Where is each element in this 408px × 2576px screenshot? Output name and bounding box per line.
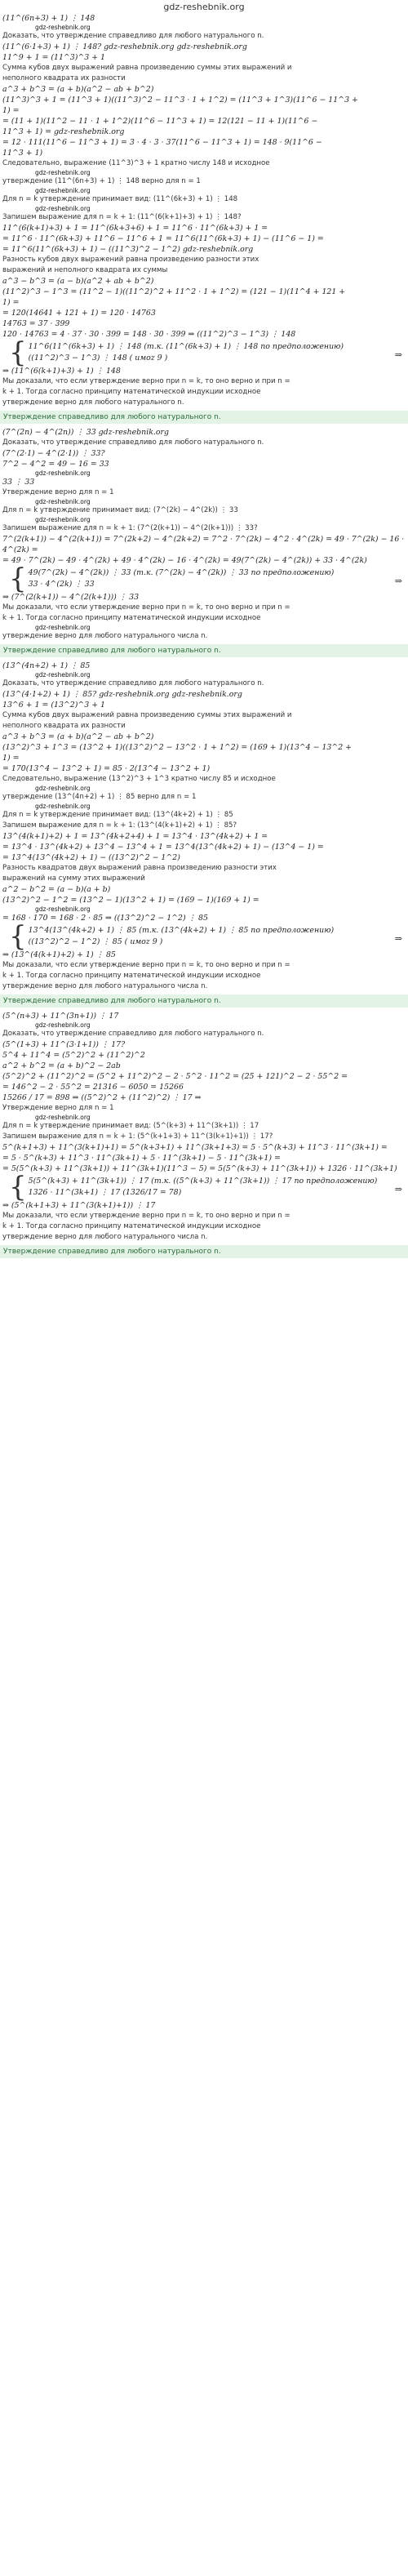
text-line: Доказать, что утверждение справедливо для любого натурального n. xyxy=(2,438,264,447)
math-line: (5^(n+3) + 11^(3n+1)) ⋮ 17 xyxy=(2,1012,119,1021)
math-line: (13^2)^3 + 1^3 = (13^2 + 1)((13^2)^2 − 13^2 · 1 + 1^2) = (169 + 1)(13^4 − 13^2 + xyxy=(2,743,353,752)
math-line: a^3 + b^3 = (a + b)(a^2 − ab + b^2) xyxy=(2,85,154,94)
site-logo[interactable]: gdz-reshebnik.org xyxy=(163,1,245,12)
conclusion-banner: Утверждение справедливо для любого натурального n. xyxy=(0,411,408,424)
system-row: 1326 · 11^(3k+1) ⋮ 17 (1326/17 = 78) xyxy=(28,1188,182,1197)
system-row: 11^6(11^(6k+3) + 1) ⋮ 148 (т.к. (11^(6k+3) + 1) ⋮ 148 по предположению) xyxy=(28,342,344,351)
system-brace: { xyxy=(9,563,27,595)
text-line: Мы доказали, что если утверждение верно при n = k, то оно верно и при n = xyxy=(2,961,290,969)
text-line: утверждение верно для любого натурального числа n. xyxy=(2,632,208,640)
math-line: = (11 + 1)(11^2 − 11 · 1 + 1^2)(11^6 − 11^3 + 1) = 12(121 − 11 + 1)(11^6 − xyxy=(2,117,318,126)
math-line: (11^3)^3 + 1 = (11^3 + 1)((11^3)^2 − 11^3 · 1 + 1^2) = (11^3 + 1^3)(11^6 − 11^3 + xyxy=(2,96,358,105)
text-line: Утверждение верно для n = 1 xyxy=(2,488,114,496)
text-line: Мы доказали, что если утверждение верно при n = k, то оно верно и при n = xyxy=(2,1212,290,1220)
text-line: неполного квадрата их разности xyxy=(2,722,126,730)
math-line: = 170(13^4 − 13^2 + 1) = 85 · 2(13^4 − 13^2 + 1) xyxy=(2,764,211,773)
text-line: Следовательно, выражение (13^2)^3 + 1^3 кратно числу 85 и исходное xyxy=(2,775,276,783)
math-line: (13^(4n+2) + 1) ⋮ 85 xyxy=(2,661,91,670)
text-line: Утверждение верно для n = 1 xyxy=(2,1104,114,1112)
watermark-text: gdz-reshebnik.org xyxy=(35,169,91,176)
watermark-text: gdz-reshebnik.org xyxy=(35,187,91,194)
math-line: a^3 − b^3 = (a − b)(a^2 + ab + b^2) xyxy=(2,277,154,286)
math-line: = 49 · 7^(2k) − 49 · 4^(2k) + 49 · 4^(2k) − 16 · 4^(2k) = 49(7^(2k) − 4^(2k)) + 33 · 4^(2k) xyxy=(2,556,367,565)
proof-section-3 xyxy=(2,661,406,1008)
text-line: выражений и неполного квадрата их суммы xyxy=(2,266,168,274)
text-line: утверждение верно для любого натурального числа n. xyxy=(2,982,208,990)
implies-arrow: ⇒ xyxy=(394,1184,402,1195)
math-line: 1) = xyxy=(2,754,20,763)
math-line: = 120(14641 + 121 + 1) = 120 · 14763 xyxy=(2,309,156,318)
conclusion-banner: Утверждение справедливо для любого натурального n. xyxy=(0,1245,408,1258)
text-line: Сумма кубов двух выражений равна произведению суммы этих выражений и xyxy=(2,64,292,72)
watermark-text: gdz-reshebnik.org xyxy=(35,1021,91,1029)
math-line: (11^2)^3 − 1^3 = (11^2 − 1)((11^2)^2 + 11^2 · 1 + 1^2) = (121 − 1)(11^4 + 121 + xyxy=(2,287,346,296)
text-line: Запишем выражение для n = k + 1: (11^(6(k+1)+3) + 1) ⋮ 148? xyxy=(2,213,242,221)
text-line: Следовательно, выражение (11^3)^3 + 1 кратно числу 148 и исходное xyxy=(2,159,270,167)
text-line: Доказать, что утверждение справедливо для любого натурального n. xyxy=(2,679,264,687)
watermark-text: gdz-reshebnik.org xyxy=(35,671,91,678)
math-line: = 11^6(11^(6k+3) + 1) − ((11^3)^2 − 1^2) gdz-reshebnik.org xyxy=(2,245,254,254)
watermark-text: gdz-reshebnik.org xyxy=(35,624,91,631)
math-line: (13^2)^2 − 1^2 = (13^2 − 1)(13^2 + 1) = (169 − 1)(169 + 1) = xyxy=(2,896,259,905)
watermark-text: gdz-reshebnik.org xyxy=(35,803,91,810)
math-line: 7^(2(k+1)) − 4^(2(k+1)) = 7^(2k+2) − 4^(2k+2) = 7^2 · 7^(2k) − 4^2 · 4^(2k) = 49 · 7^(2k) − 16 · xyxy=(2,535,405,544)
math-line: 4^(2k) = xyxy=(2,545,38,554)
watermark-text: gdz-reshebnik.org xyxy=(35,205,91,212)
math-line: = 11^6 · 11^(6k+3) + 11^6 − 11^6 + 1 = 11^6(11^(6k+3) + 1) − (11^6 − 1) = xyxy=(2,234,324,243)
math-line: = 168 · 170 = 168 · 2 · 85 ⇒ ((13^2)^2 − 1^2) ⋮ 85 xyxy=(2,914,208,923)
math-line: = 5(5^(k+3) + 11^(3k+1)) + 11^(3k+1)(11^3 − 5) = 5(5^(k+3) + 11^(3k+1)) + 1326 · 11^(3k+1) xyxy=(2,1164,397,1173)
text-line: Запишем выражение для n = k + 1: (13^(4(k+1)+2) + 1) ⋮ 85? xyxy=(2,821,237,830)
math-line: (13^(4·1+2) + 1) ⋮ 85? gdz-reshebnik.org gdz-reshebnik.org xyxy=(2,690,242,699)
text-line: Для n = k утверждение принимает вид: (5^(k+3) + 11^(3k+1)) ⋮ 17 xyxy=(2,1122,259,1130)
system-brace: { xyxy=(9,336,27,369)
watermark-text: gdz-reshebnik.org xyxy=(35,469,91,477)
math-line: 5^4 + 11^4 = (5^2)^2 + (11^2)^2 xyxy=(2,1051,145,1060)
system-row: 33 · 4^(2k) ⋮ 33 xyxy=(28,580,95,589)
math-line: 5^(k+1+3) + 11^(3(k+1)+1) = 5^(k+3+1) + 11^(3k+1+3) = 5 · 5^(k+3) + 11^3 · 11^(3k+1) = xyxy=(2,1143,388,1152)
text-line: утверждение (11^(6n+3) + 1) ⋮ 148 верно для n = 1 xyxy=(2,177,201,185)
site-header xyxy=(0,0,408,13)
math-line: 11^3 + 1) = gdz-reshebnik.org xyxy=(2,127,125,136)
text-line: Сумма кубов двух выражений равна произведению суммы этих выражений и xyxy=(2,711,292,719)
watermark-text: gdz-reshebnik.org xyxy=(35,24,91,31)
watermark-text: gdz-reshebnik.org xyxy=(35,516,91,523)
text-line: Мы доказали, что если утверждение верно при n = k, то оно верно и при n = xyxy=(2,603,290,612)
watermark-text: gdz-reshebnik.org xyxy=(35,1114,91,1121)
math-line: (5^(1+3) + 11^(3·1+1)) ⋮ 17? xyxy=(2,1040,126,1049)
system-row: 5(5^(k+3) + 11^(3k+1)) ⋮ 17 (т.к. ((5^(k+3) + 11^(3k+1)) ⋮ 17 по предположению) xyxy=(28,1177,378,1186)
watermark-text: gdz-reshebnik.org xyxy=(35,498,91,505)
text-line: k + 1. Тогда согласно принципу математической индукции исходное xyxy=(2,614,261,622)
math-line: a^2 − b^2 = (a − b)(a + b) xyxy=(2,885,111,894)
system-brace: { xyxy=(9,1171,27,1203)
text-line: неполного квадрата их разности xyxy=(2,74,126,82)
text-line: Доказать, что утверждение справедливо для любого натурального n. xyxy=(2,1030,264,1038)
text-line: Разность квадратов двух выражений равна произведению разности этих xyxy=(2,864,277,872)
math-line: = 13^4(13^(4k+2) + 1) − ((13^2)^2 − 1^2) xyxy=(2,853,180,862)
text-line: утверждение верно для любого натурального числа n. xyxy=(2,1233,208,1241)
watermark-text: gdz-reshebnik.org xyxy=(35,785,91,792)
text-line: Запишем выражение для n = k + 1: (5^(k+1+3) + 11^(3(k+1)+1)) ⋮ 17? xyxy=(2,1132,273,1141)
implies-arrow: ⇒ xyxy=(394,576,402,586)
math-line: (7^(2n) − 4^(2n)) ⋮ 33 gdz-reshebnik.org xyxy=(2,428,170,437)
implies-arrow: ⇒ xyxy=(394,349,402,360)
equation-system xyxy=(2,336,406,369)
equation-system xyxy=(2,920,406,953)
text-line: Разность кубов двух выражений равна произведению разности этих xyxy=(2,256,259,264)
math-line: 33 ⋮ 33 xyxy=(2,478,35,487)
math-line: a^2 + b^2 = (a + b)^2 − 2ab xyxy=(2,1061,121,1070)
text-line: утверждение верно для любого натурального n. xyxy=(2,398,184,407)
math-line: (7^(2·1) − 4^(2·1)) ⋮ 33? xyxy=(2,449,105,458)
math-line: 7^2 − 4^2 = 49 − 16 = 33 xyxy=(2,460,109,469)
math-line: ⇒ (11^(6(k+1)+3) + 1) ⋮ 148 xyxy=(2,367,121,376)
math-line: 11^9 + 1 = (11^3)^3 + 1 xyxy=(2,53,106,62)
math-line: 1) = xyxy=(2,106,20,115)
math-line: = 5 · 5^(k+3) + 11^3 · 11^(3k+1) + 5 · 11^(3k+1) − 5 · 11^(3k+1) = xyxy=(2,1154,281,1163)
math-line: (5^2)^2 + (11^2)^2 = (5^2 + 11^2)^2 − 2 · 5^2 · 11^2 = (25 + 121)^2 − 2 · 55^2 = xyxy=(2,1072,348,1081)
system-brace: { xyxy=(9,920,27,953)
conclusion-banner: Утверждение справедливо для любого натурального n. xyxy=(0,644,408,657)
text-line: выражений на сумму этих выражений xyxy=(2,874,145,883)
text-line: Доказать, что утверждение справедливо для любого натурального n. xyxy=(2,32,264,40)
equation-system xyxy=(2,1171,406,1203)
text-line: утверждение (13^(4n+2) + 1) ⋮ 85 верно для n = 1 xyxy=(2,793,197,801)
math-line: (11^(6n+3) + 1) ⋮ 148 xyxy=(2,14,95,23)
proof-section-4 xyxy=(2,1011,406,1258)
math-line: ⇒ (5^(k+1+3) + 11^(3(k+1)+1)) ⋮ 17 xyxy=(2,1201,156,1210)
text-line: Запишем выражение для n = k + 1: (7^(2(k+1)) − 4^(2(k+1))) ⋮ 33? xyxy=(2,524,258,532)
text-line: Для n = k утверждение принимает вид: (13^(4k+2) + 1) ⋮ 85 xyxy=(2,811,233,819)
proof-section-1 xyxy=(2,13,406,424)
text-line: k + 1. Тогда согласно принципу математической индукции исходное xyxy=(2,1222,261,1230)
conclusion-banner: Утверждение справедливо для любого натурального n. xyxy=(0,994,408,1008)
math-line: 11^(6(k+1)+3) + 1 = 11^(6k+3+6) + 1 = 11^6 · 11^(6k+3) + 1 = xyxy=(2,224,268,233)
math-line: 13^(4(k+1)+2) + 1 = 13^(4k+2+4) + 1 = 13^4 · 13^(4k+2) + 1 = xyxy=(2,832,268,841)
system-row: ((11^2)^3 − 1^3) ⋮ 148 ( имоz 9 ) xyxy=(28,354,168,363)
text-line: k + 1. Тогда согласно принципу математической индукции исходное xyxy=(2,388,261,396)
math-line: = 13^4 · 13^(4k+2) + 13^4 − 13^4 + 1 = 13^4(13^(4k+2) + 1) − (13^4 − 1) = xyxy=(2,843,324,852)
math-line: (11^(6·1+3) + 1) ⋮ 148? gdz-reshebnik.org gdz-reshebnik.org xyxy=(2,42,247,51)
math-line: 13^6 + 1 = (13^2)^3 + 1 xyxy=(2,701,106,710)
system-row: ((13^2)^2 − 1^2) ⋮ 85 ( имоz 9 ) xyxy=(28,937,163,946)
math-line: 120 · 14763 = 4 · 37 · 30 · 399 = 148 · 30 · 399 ⇒ ((11^2)^3 − 1^3) ⋮ 148 xyxy=(2,330,296,339)
equation-system xyxy=(2,563,406,595)
math-line: 11^3 + 1) xyxy=(2,149,43,158)
math-line: ⇒ (13^(4(k+1)+2) + 1) ⋮ 85 xyxy=(2,950,116,959)
math-line: 14763 = 37 · 399 xyxy=(2,319,70,328)
solution-document xyxy=(0,13,408,1258)
math-line: ⇒ (7^(2(k+1)) − 4^(2(k+1))) ⋮ 33 xyxy=(2,593,140,602)
math-line: 1) = xyxy=(2,298,20,307)
math-line: 15266 / 17 = 898 ⇒ ((5^2)^2 + (11^2)^2) ⋮ 17 ⇒ xyxy=(2,1093,202,1102)
math-line: a^3 + b^3 = (a + b)(a^2 − ab + b^2) xyxy=(2,732,154,741)
text-line: k + 1. Тогда согласно принципу математической индукции исходное xyxy=(2,972,261,980)
watermark-text: gdz-reshebnik.org xyxy=(35,905,91,913)
math-line: = 12 · 111(11^6 − 11^3 + 1) = 3 · 4 · 3 · 37(11^6 − 11^3 + 1) = 148 · 9(11^6 − xyxy=(2,138,322,147)
text-line: Мы доказали, что если утверждение верно при n = k, то оно верно и при n = xyxy=(2,377,290,385)
text-line: Для n = k утверждение принимает вид: (11^(6k+3) + 1) ⋮ 148 xyxy=(2,195,238,203)
proof-section-2 xyxy=(2,427,406,657)
math-line: = 146^2 − 2 · 55^2 = 21316 − 6050 = 15266 xyxy=(2,1083,184,1092)
implies-arrow: ⇒ xyxy=(394,933,402,944)
system-row: 49(7^(2k) − 4^(2k)) ⋮ 33 (т.к. (7^(2k) − 4^(2k)) ⋮ 33 по предположению) xyxy=(28,568,335,577)
system-row: 13^4(13^(4k+2) + 1) ⋮ 85 (т.к. (13^(4k+2) + 1) ⋮ 85 по предположению) xyxy=(28,926,335,935)
text-line: Для n = k утверждение принимает вид: (7^(2k) − 4^(2k)) ⋮ 33 xyxy=(2,506,238,514)
